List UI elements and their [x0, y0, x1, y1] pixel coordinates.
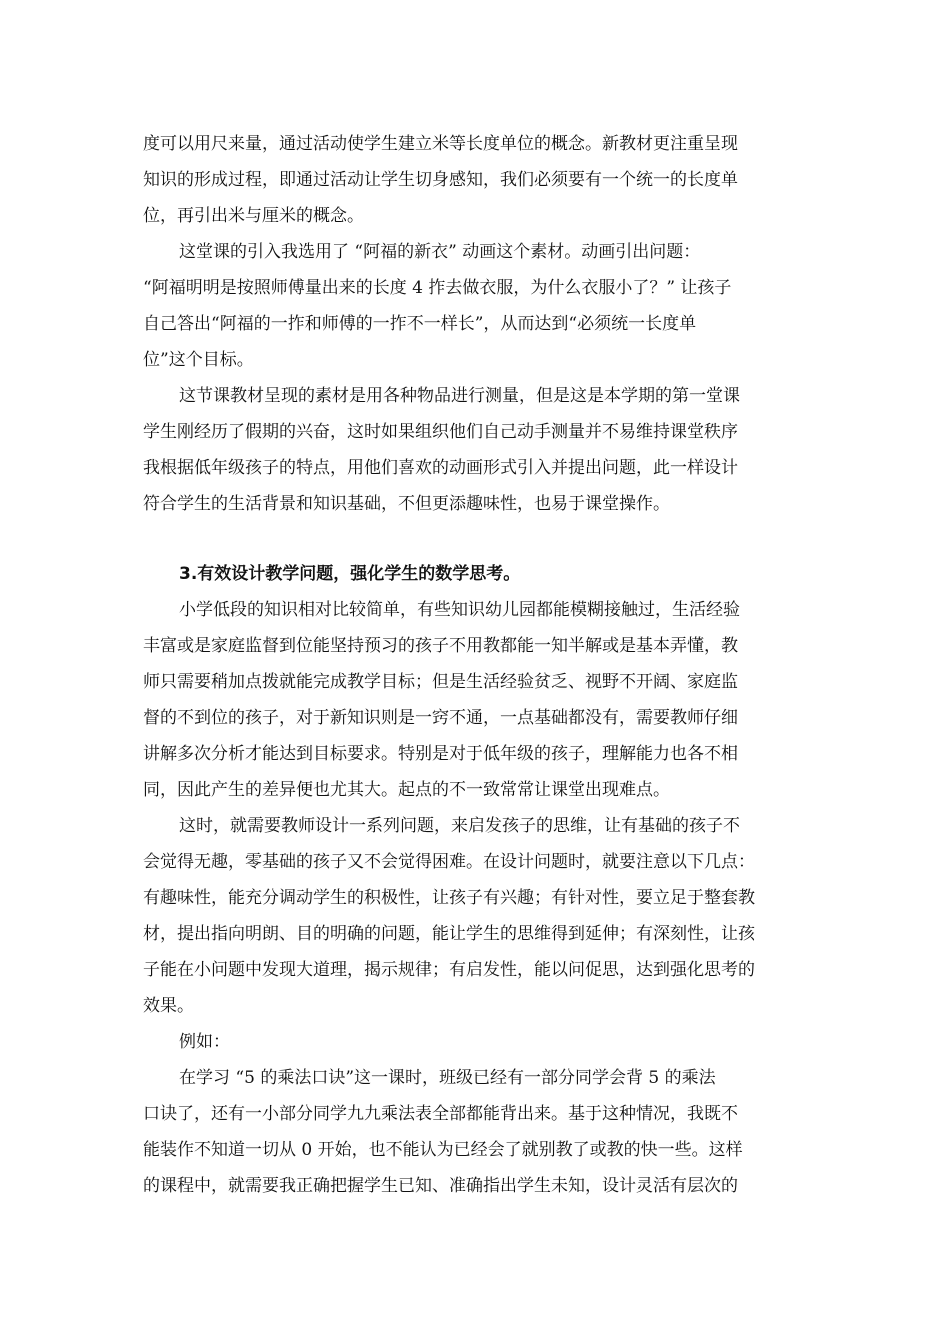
text-line: 有趣味性，能充分调动学生的积极性，让孩子有兴趣；有针对性，要立足于整套教 — [143, 888, 755, 908]
text-line: 讲解多次分析才能达到目标要求。特别是对于低年级的孩子，理解能力也各不相 — [143, 744, 738, 764]
section-heading: 3.有效设计教学问题，强化学生的数学思考。 — [179, 564, 521, 584]
paragraph-5 — [143, 808, 807, 1024]
text-line: 能装作不知道一切从 0 开始，也不能认为已经会了就别教了或教的快一些。这样 — [143, 1140, 743, 1160]
paragraph-6 — [143, 1024, 807, 1060]
text-line: 小学低段的知识相对比较简单，有些知识幼儿园都能模糊接触过，生活经验 — [179, 600, 740, 620]
paragraph-7 — [143, 1060, 807, 1204]
text-line: 在学习 “5 的乘法口诀”这一课时，班级已经有一部分同学会背 5 的乘法 — [179, 1068, 716, 1088]
text-line: 的课程中，就需要我正确把握学生已知、准确指出学生未知，设计灵活有层次的 — [143, 1176, 738, 1196]
text-line: 这节课教材呈现的素材是用各种物品进行测量，但是这是本学期的第一堂课 — [179, 386, 740, 406]
section-spacer — [143, 522, 807, 556]
text-line: 我根据低年级孩子的特点，用他们喜欢的动画形式引入并提出问题，此一样设计 — [143, 458, 738, 478]
text-line: 督的不到位的孩子，对于新知识则是一窍不通，一点基础都没有，需要教师仔细 — [143, 708, 738, 728]
text-line: 符合学生的生活背景和知识基础，不但更添趣味性，也易于课堂操作。 — [143, 494, 670, 514]
text-line: 子能在小问题中发现大道理，揭示规律；有启发性，能以问促思，达到强化思考的 — [143, 960, 755, 980]
text-line: 会觉得无趣，零基础的孩子又不会觉得困难。在设计问题时，就要注意以下几点： — [143, 852, 755, 872]
text-line: 位”这个目标。 — [143, 350, 254, 370]
text-line: 师只需要稍加点拨就能完成教学目标；但是生活经验贫乏、视野不开阔、家庭监 — [143, 672, 738, 692]
paragraph-3 — [143, 378, 807, 522]
text-line: 知识的形成过程，即通过活动让学生切身感知，我们必须要有一个统一的长度单 — [143, 170, 738, 190]
text-line: 丰富或是家庭监督到位能坚持预习的孩子不用教都能一知半解或是基本弄懂，教 — [143, 636, 738, 656]
document-body — [143, 126, 807, 1204]
text-line: 这时，就需要教师设计一系列问题，来启发孩子的思维，让有基础的孩子不 — [179, 816, 740, 836]
text-line: “阿福明明是按照师傅量出来的长度 4 拃去做衣服，为什么衣服小了？” 让孩子 — [143, 278, 732, 298]
text-line: 这堂课的引入我选用了 “阿福的新衣” 动画这个素材。动画引出问题： — [179, 242, 701, 262]
paragraph-4 — [143, 592, 807, 808]
text-line: 材，提出指向明朗、目的明确的问题，能让学生的思维得到延伸；有深刻性，让孩 — [143, 924, 755, 944]
text-line: 学生刚经历了假期的兴奋，这时如果组织他们自己动手测量并不易维持课堂秩序 — [143, 422, 738, 442]
text-line: 口诀了，还有一小部分同学九九乘法表全部都能背出来。基于这种情况，我既不 — [143, 1104, 738, 1124]
text-line: 例如： — [179, 1032, 230, 1052]
text-line: 度可以用尺来量，通过活动使学生建立米等长度单位的概念。新教材更注重呈现 — [143, 134, 738, 154]
text-line: 位，再引出米与厘米的概念。 — [143, 206, 364, 226]
text-line: 自己答出“阿福的一拃和师傅的一拃不一样长”，从而达到“必须统一长度单 — [143, 314, 697, 334]
paragraph-1 — [143, 126, 807, 234]
text-line: 效果。 — [143, 996, 194, 1016]
text-line: 同，因此产生的差异便也尤其大。起点的不一致常常让课堂出现难点。 — [143, 780, 670, 800]
paragraph-2 — [143, 234, 807, 378]
